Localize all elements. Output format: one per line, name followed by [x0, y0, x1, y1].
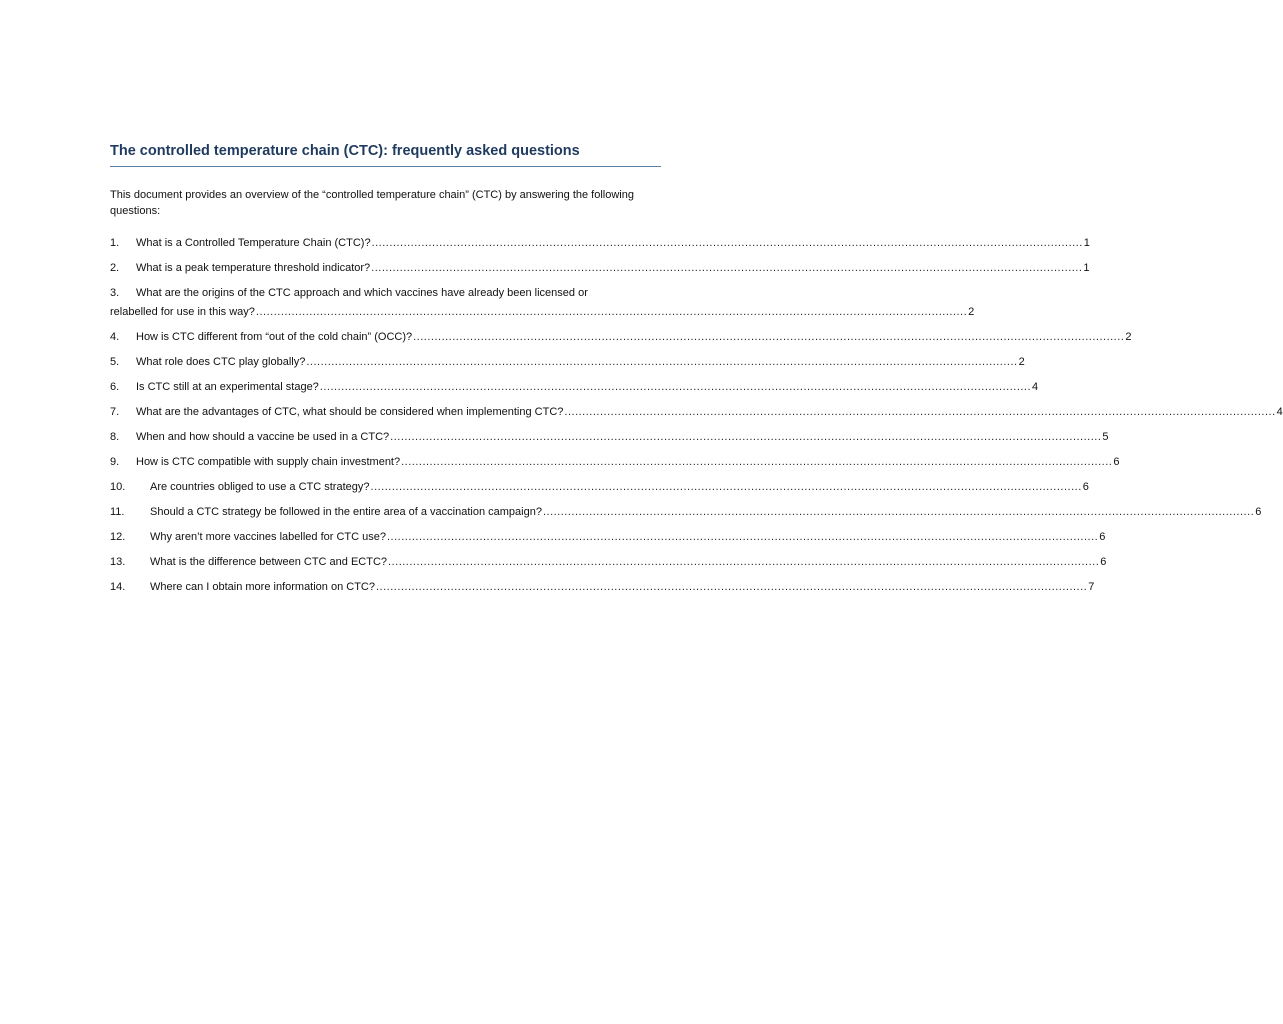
toc-entry-2[interactable] — [110, 260, 1090, 285]
toc-title: Is CTC still at an experimental stage? — [136, 381, 319, 393]
toc-number: 11. — [110, 506, 125, 518]
toc-page-number: 1 — [1083, 237, 1090, 249]
toc-number: 1. — [110, 237, 120, 249]
toc-page-number: 1 — [1083, 262, 1090, 274]
toc-page-number: 6 — [1100, 556, 1107, 568]
toc-dot-leader: ........................................................................................................................................................................................................ — [390, 431, 1102, 443]
toc-dot-leader: ........................................................................................................................................................................................................ — [371, 237, 1083, 249]
toc-entry-3[interactable] — [110, 285, 975, 329]
toc-number: 10. — [110, 481, 126, 493]
toc-title: How is CTC different from “out of the cold chain” (OCC)? — [136, 331, 413, 343]
toc-page-number: 6 — [1113, 456, 1120, 468]
toc-number: 6. — [110, 381, 120, 393]
toc-number: 12. — [110, 531, 126, 543]
toc-number: 14. — [110, 581, 126, 593]
toc-number: 13. — [110, 556, 126, 568]
toc-number: 5. — [110, 356, 120, 368]
toc-page-number: 6 — [1255, 506, 1262, 518]
toc-title: What are the advantages of CTC, what should be considered when implementing CTC? — [136, 406, 564, 418]
toc-entry-9[interactable] — [110, 454, 1120, 479]
toc-dot-leader: ........................................................................................................................................................................................................ — [370, 481, 1082, 493]
toc-entry-6[interactable] — [110, 379, 1039, 404]
toc-page-number: 2 — [968, 306, 975, 318]
document-title: The controlled temperature chain (CTC): frequently asked questions — [110, 143, 580, 159]
toc-title: What is the difference between CTC and ECTC? — [150, 556, 388, 568]
toc-title: Are countries obliged to use a CTC strategy? — [150, 481, 370, 493]
toc-number: 3. — [110, 287, 120, 299]
intro-paragraph: This document provides an overview of the “controlled temperature chain” (CTC) by answering the following questions: — [110, 189, 634, 217]
toc-title: Should a CTC strategy be followed in the entire area of a vaccination campaign? — [150, 506, 542, 518]
toc-dot-leader: ........................................................................................................................................................................................................ — [564, 406, 1276, 418]
toc-dot-leader: ........................................................................................................................................................................................................ — [306, 356, 1018, 368]
toc-title: What is a peak temperature threshold indicator? — [136, 262, 371, 274]
toc-dot-leader: ........................................................................................................................................................................................................ — [371, 262, 1083, 274]
toc-entry-5[interactable] — [110, 354, 1025, 379]
toc-entry-14[interactable] — [110, 579, 1095, 604]
toc-title: How is CTC compatible with supply chain investment? — [136, 456, 401, 468]
toc-dot-leader: ........................................................................................................................................................................................................ — [388, 556, 1100, 568]
toc-title: When and how should a vaccine be used in a CTC? — [136, 431, 390, 443]
toc-number: 8. — [110, 431, 120, 443]
toc-page-number: 5 — [1102, 431, 1109, 443]
toc-entry-8[interactable] — [110, 429, 1109, 454]
table-of-contents — [110, 235, 1283, 604]
toc-entry-1[interactable] — [110, 235, 1090, 260]
toc-title: Where can I obtain more information on CTC? — [150, 581, 375, 593]
toc-title-line-1: What are the origins of the CTC approach and which vaccines have already been licensed or — [136, 287, 588, 299]
toc-dot-leader: ........................................................................................................................................................................................................ — [386, 531, 1099, 543]
toc-page-number: 2 — [1018, 356, 1025, 368]
toc-dot-leader: ........................................................................................................................................................................................................ — [319, 381, 1032, 393]
toc-dot-leader: ........................................................................................................................................................................................................ — [401, 456, 1113, 468]
toc-page-number: 7 — [1088, 581, 1095, 593]
toc-number: 4. — [110, 331, 120, 343]
toc-title: What is a Controlled Temperature Chain (CTC)? — [136, 237, 371, 249]
toc-page-number: 6 — [1099, 531, 1106, 543]
toc-entry-12[interactable] — [110, 529, 1106, 554]
toc-number: 7. — [110, 406, 120, 418]
toc-entry-11[interactable] — [110, 504, 1262, 529]
toc-dot-leader: ........................................................................................................................................................................................................ — [376, 581, 1088, 593]
toc-dot-leader: ........................................................................................................................................................................................................ — [542, 506, 1255, 518]
toc-number: 2. — [110, 262, 120, 274]
toc-entry-10[interactable] — [110, 479, 1089, 504]
toc-title: Why aren’t more vaccines labelled for CTC use? — [150, 531, 386, 543]
toc-entry-13[interactable] — [110, 554, 1107, 579]
toc-number: 9. — [110, 456, 120, 468]
toc-dot-leader: ........................................................................................................................................................................................................ — [255, 306, 968, 318]
title-underline — [110, 166, 661, 167]
toc-title-line-2: relabelled for use in this way? — [110, 306, 255, 318]
toc-page-number: 4 — [1032, 381, 1039, 393]
toc-dot-leader: ........................................................................................................................................................................................................ — [413, 331, 1125, 343]
toc-page-number: 6 — [1082, 481, 1089, 493]
toc-entry-4[interactable] — [110, 329, 1132, 354]
toc-entry-7[interactable] — [110, 404, 1283, 429]
toc-page-number: 2 — [1125, 331, 1132, 343]
toc-page-number: 4 — [1276, 406, 1283, 418]
toc-title: What role does CTC play globally? — [136, 356, 306, 368]
